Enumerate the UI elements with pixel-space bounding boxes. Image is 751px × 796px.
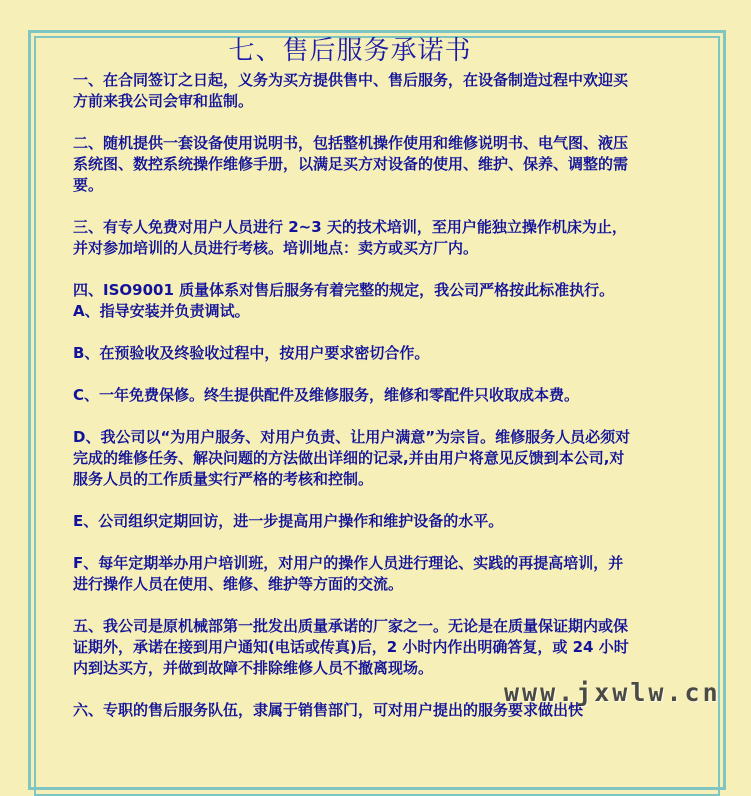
paragraph-gap xyxy=(73,490,638,511)
paragraph-4f: F、每年定期举办用户培训班，对用户的操作人员进行理论、实践的再提高培训，并进行操作人员在使用、维修、维护等方面的交流。 xyxy=(73,554,624,593)
paragraph-4: 四、ISO9001 质量体系对售后服务有着完整的规定，我公司严格按此标准执行。 xyxy=(73,281,615,299)
paragraph-gap xyxy=(73,532,638,553)
paragraph-4b: B、在预验收及终验收过程中，按用户要求密切合作。 xyxy=(73,344,430,362)
paragraph-gap xyxy=(73,364,638,385)
paragraph-4e: E、公司组织定期回访，进一步提高用户操作和维护设备的水平。 xyxy=(73,512,504,530)
paragraph-gap xyxy=(73,595,638,616)
paragraph-6: 六、专职的售后服务队伍，隶属于销售部门，可对用户提出的服务要求做出快 xyxy=(73,701,584,719)
paragraph-gap xyxy=(73,322,638,343)
paragraph-gap xyxy=(73,196,638,217)
paragraph-gap xyxy=(73,406,638,427)
paragraph-gap xyxy=(73,112,638,133)
site-watermark: www.jxwlw.cn xyxy=(504,678,721,707)
page-title: 七、售后服务承诺书 xyxy=(228,36,472,66)
document-body xyxy=(73,70,638,721)
paragraph-4a: A、指导安装并负责调试。 xyxy=(73,302,250,320)
paragraph-gap xyxy=(73,259,638,280)
paragraph-1: 一、在合同签订之日起，义务为买方提供售中、售后服务，在设备制造过程中欢迎买方前来我公司会审和监制。 xyxy=(73,71,629,110)
paragraph-4c: C、一年免费保修。终生提供配件及维修服务，维修和零配件只收取成本费。 xyxy=(73,386,580,404)
paragraph-5: 五、我公司是原机械部第一批发出质量承诺的厂家之一。无论是在质量保证期内或保证期外，承诺在接到用户通知(电话或传真)后，2 小时内作出明确答复，或 24 小时内到达买方，并做到故障不排除维修人员不撤离现场。 xyxy=(73,617,629,677)
paragraph-2: 二、随机提供一套设备使用说明书，包括整机操作使用和维修说明书、电气图、液压系统图、数控系统操作维修手册，以满足买方对设备的使用、维护、保养、调整的需要。 xyxy=(73,134,629,194)
paragraph-3: 三、有专人免费对用户人员进行 2~3 天的技术培训，至用户能独立操作机床为止，并对参加培训的人员进行考核。培训地点：卖方或买方厂内。 xyxy=(73,218,627,257)
paragraph-4d: D、我公司以“为用户服务、对用户负责、让用户满意”为宗旨。维修服务人员必须对完成的维修任务、解决问题的方法做出详细的记录,并由用户将意见反馈到本公司,对服务人员的工作质量实行严格的考核和控制。 xyxy=(73,428,631,488)
